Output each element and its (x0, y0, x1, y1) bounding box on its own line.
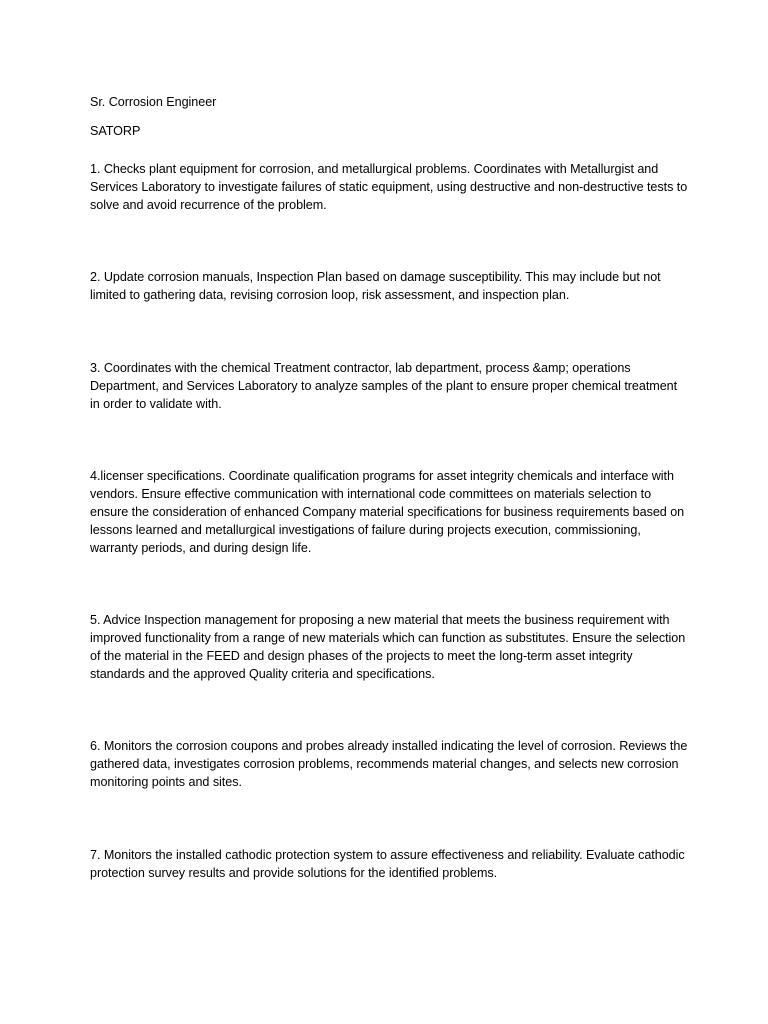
paragraph-5: 5. Advice Inspection management for proposing a new material that meets the business requirement with improved functionality from a range of new materials which can function as substitutes. Ensure the selection of the material in the FEED and design phases of the projects to meet the long-term asset integrity standards and the approved Quality criteria and specifications. (90, 613, 686, 681)
paragraph-6: 6. Monitors the corrosion coupons and probes already installed indicating the level of corrosion. Reviews the gathered data, investigates corrosion problems, recommends material changes, and selects new corrosion monitoring points and sites. (90, 739, 688, 789)
paragraph-4: 4.licenser specifications. Coordinate qualification programs for asset integrity chemicals and interface with vendors. Ensure effective communication with international code committees on materials selection to ensure the consideration of enhanced Company material specifications for business requirements based on lessons learned and metallurgical investigations of failure during projects execution, commissioning, warranty periods, and during design life. (90, 469, 685, 555)
paragraph-2: 2. Update corrosion manuals, Inspection Plan based on damage susceptibility. This may include but not limited to gathering data, revising corrosion loop, risk assessment, and inspection plan. (90, 270, 661, 302)
paragraph-3: 3. Coordinates with the chemical Treatment contractor, lab department, process &amp; operations Department, and Services Laboratory to analyze samples of the plant to ensure proper chemical treatment in order to validate with. (90, 361, 678, 411)
organization-name: SATORP (90, 124, 141, 138)
document-title: Sr. Corrosion Engineer (90, 95, 217, 109)
paragraph-7: 7. Monitors the installed cathodic protection system to assure effectiveness and reliability. Evaluate cathodic protection survey results and provide solutions for the identified problems. (90, 848, 685, 880)
paragraph-1: 1. Checks plant equipment for corrosion, and metallurgical problems. Coordinates with Metallurgist and Services Laboratory to investigate failures of static equipment, using destructive and non-destructive tests to solve and avoid recurrence of the problem. (90, 162, 688, 212)
